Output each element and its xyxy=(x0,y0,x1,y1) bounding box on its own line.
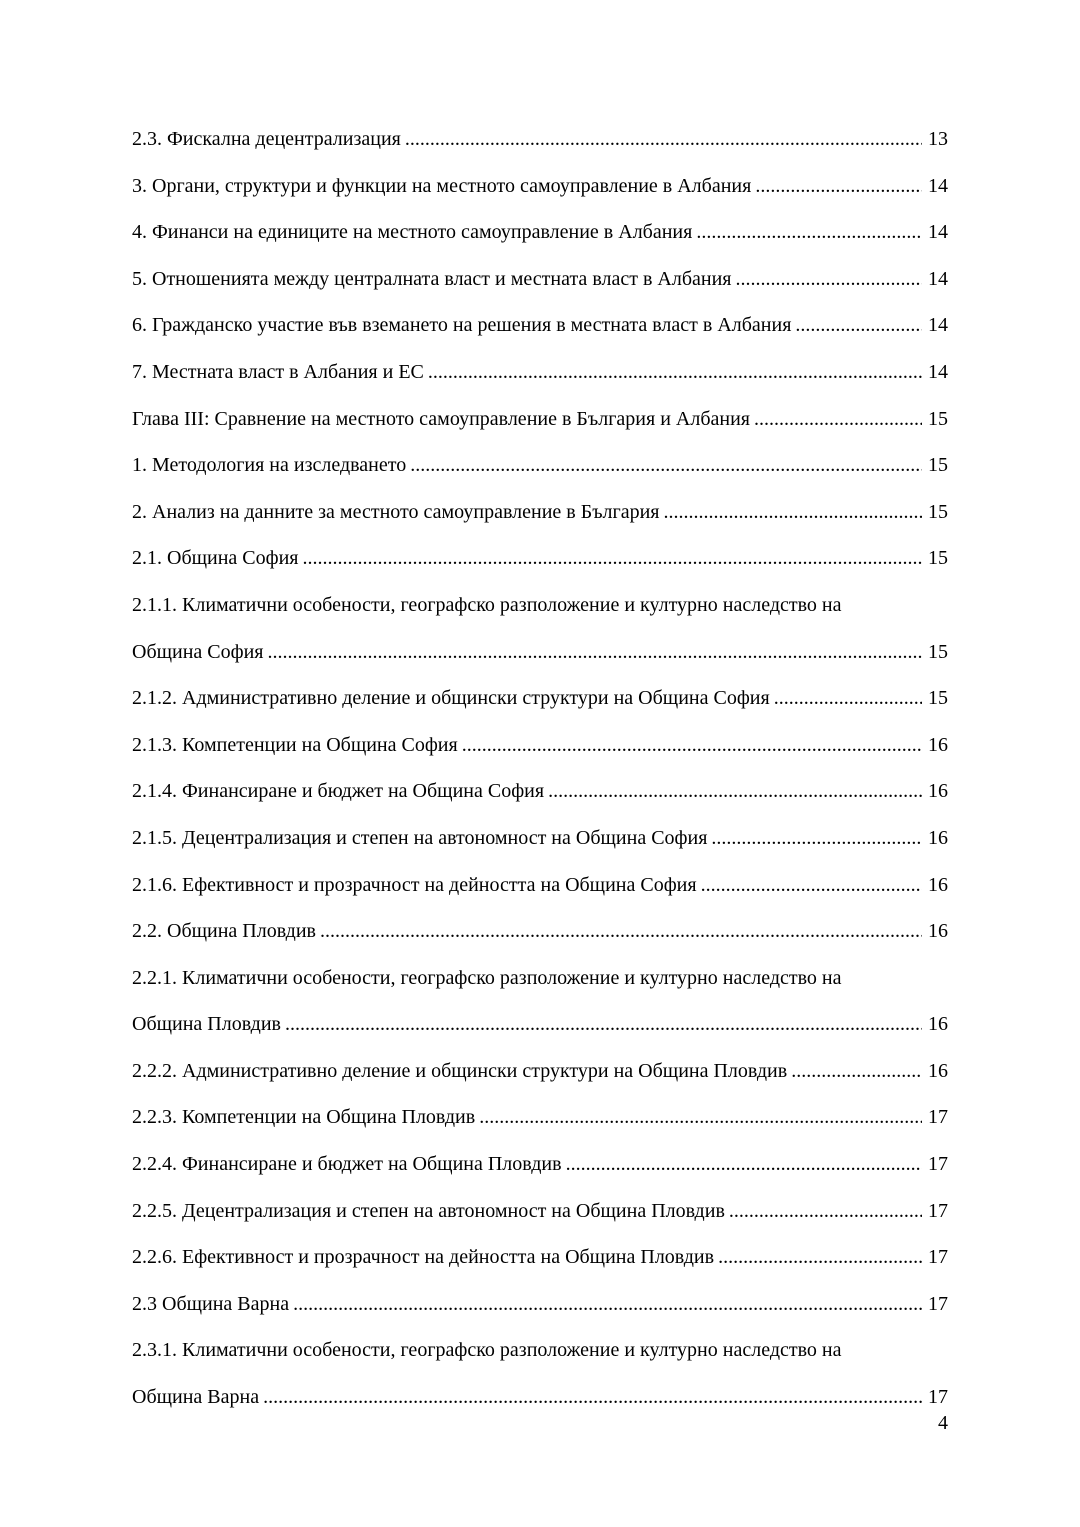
dot-leader xyxy=(303,535,922,582)
toc-entry-text: 2.1.3. Компетенции на Община София xyxy=(132,733,458,756)
toc-entry-text: 2. Анализ на данните за местното самоуправление в България xyxy=(132,500,660,523)
dot-leader xyxy=(774,675,922,722)
toc-entry-text: 2.3. Фискална децентрализация xyxy=(132,128,401,150)
toc-entry xyxy=(132,629,948,676)
toc-entry-page: 14 xyxy=(928,314,948,337)
toc-entry-text: Глава III: Сравнение на местното самоуправление в България и Албания xyxy=(132,407,750,430)
dot-leader xyxy=(428,349,922,396)
toc-entry-page: 17 xyxy=(928,1292,948,1315)
dot-leader xyxy=(718,1234,922,1281)
toc-entry-text: 2.1.4. Финансиране и бюджет на Община София xyxy=(132,780,545,803)
toc-entry-text: Община София xyxy=(132,640,264,663)
dot-leader xyxy=(479,1094,922,1141)
toc-entry xyxy=(132,256,948,303)
toc-entry-page: 16 xyxy=(928,920,948,943)
dot-leader xyxy=(268,629,922,676)
toc-entry-text: 2.1.2. Административно деление и общински структури на Община София xyxy=(132,687,770,710)
toc-entry-text: 2.1.5. Децентрализация и степен на автономност на Община София xyxy=(132,826,708,849)
toc-entry-page: 14 xyxy=(928,360,948,383)
dot-leader xyxy=(405,116,922,163)
toc-entry-page: 17 xyxy=(928,1106,948,1129)
toc-entry-page: 15 xyxy=(928,687,948,710)
toc-entry xyxy=(132,1048,948,1095)
toc-entry-text: 1. Методология на изследването xyxy=(132,454,407,477)
toc-entry-text: 2.2.4. Финансиране и бюджет на Община Пловдив xyxy=(132,1153,562,1176)
dot-leader xyxy=(263,1374,922,1421)
toc-entry-text: 2.2.2. Административно деление и общински структури на Община Пловдив xyxy=(132,1059,788,1082)
dot-leader xyxy=(711,815,922,862)
dot-leader xyxy=(462,722,922,769)
toc-entry xyxy=(132,209,948,256)
toc-entry-page: 15 xyxy=(928,640,948,663)
toc-entry-line1: 2.2.1. Климатични особености, географско разположение и културно наследство на xyxy=(132,966,842,989)
toc-entry-text: 2.1. Община София xyxy=(132,547,299,570)
toc-entry-text: 2.2.6. Ефективност и прозрачност на дейността на Община Пловдив xyxy=(132,1246,715,1269)
toc-entry-page: 17 xyxy=(928,1386,948,1409)
dot-leader xyxy=(664,489,922,536)
toc-entry-page: 16 xyxy=(928,873,948,896)
toc-entry-page: 14 xyxy=(928,174,948,197)
toc-entry-text: Община Варна xyxy=(132,1386,260,1409)
toc-entry-page: 13 xyxy=(928,128,948,150)
toc-entry xyxy=(132,1188,948,1235)
dot-leader xyxy=(754,396,922,443)
toc-entry xyxy=(132,163,948,210)
toc-entry-text: 3. Органи, структури и функции на местното самоуправление в Албания xyxy=(132,174,752,197)
toc-entry xyxy=(132,862,948,909)
toc-entry xyxy=(132,768,948,815)
toc-entry-text: 6. Гражданско участие във вземането на решения в местната власт в Албания xyxy=(132,314,792,337)
toc-entry-page: 16 xyxy=(928,780,948,803)
toc-entry-page: 16 xyxy=(928,1059,948,1082)
toc-entry-page: 14 xyxy=(928,221,948,244)
toc-entry xyxy=(132,1374,948,1421)
dot-leader xyxy=(729,1188,922,1235)
toc-entry-page: 15 xyxy=(928,500,948,523)
toc-entry-page: 17 xyxy=(928,1199,948,1222)
dot-leader xyxy=(285,1001,922,1048)
toc-entry xyxy=(132,396,948,443)
toc xyxy=(132,116,948,1421)
toc-entry-text: 2.1.6. Ефективност и прозрачност на дейността на Община София xyxy=(132,873,697,896)
toc-entry xyxy=(132,722,948,769)
toc-entry xyxy=(132,535,948,582)
toc-entry xyxy=(132,1234,948,1281)
dot-leader xyxy=(548,768,922,815)
toc-entry xyxy=(132,302,948,349)
dot-leader xyxy=(701,862,922,909)
toc-entry xyxy=(132,1281,948,1328)
toc-entry xyxy=(132,675,948,722)
toc-entry-text: 2.2.5. Децентрализация и степен на автономност на Община Пловдив xyxy=(132,1199,725,1222)
toc-entry-page: 15 xyxy=(928,454,948,477)
dot-leader xyxy=(791,1048,922,1095)
toc-entry-text: 2.2.3. Компетенции на Община Пловдив xyxy=(132,1106,476,1129)
dot-leader xyxy=(293,1281,922,1328)
toc-entry-page: 15 xyxy=(928,407,948,430)
toc-entry xyxy=(132,489,948,536)
toc-entry-text: 2.3 Община Варна xyxy=(132,1292,290,1315)
toc-entry xyxy=(132,1001,948,1048)
toc-entry-text: 7. Местната власт в Албания и ЕС xyxy=(132,360,424,383)
toc-entry-page: 16 xyxy=(928,733,948,756)
toc-entry-page: 17 xyxy=(928,1246,948,1269)
dot-leader xyxy=(566,1141,922,1188)
toc-entry-page: 16 xyxy=(928,826,948,849)
toc-entry xyxy=(132,908,948,955)
dot-leader xyxy=(410,442,922,489)
dot-leader xyxy=(320,908,922,955)
footer-page-number: 4 xyxy=(938,1412,948,1434)
toc-entry xyxy=(132,815,948,862)
toc-entry-text: 4. Финанси на единиците на местното самоуправление в Албания xyxy=(132,221,693,244)
toc-entry-line1: 2.3.1. Климатични особености, географско разположение и културно наследство на xyxy=(132,1339,842,1362)
dot-leader xyxy=(795,302,922,349)
toc-entry-text: Община Пловдив xyxy=(132,1013,281,1036)
toc-entry-page: 16 xyxy=(928,1013,948,1036)
toc-entry-line1: 2.1.1. Климатични особености, географско разположение и културно наследство на xyxy=(132,593,842,616)
toc-entry-text: 5. Отношенията между централната власт и местната власт в Албания xyxy=(132,267,732,290)
dot-leader xyxy=(696,209,922,256)
toc-entry-text: 2.2. Община Пловдив xyxy=(132,920,316,943)
toc-entry xyxy=(132,1141,948,1188)
toc-entry-page: 17 xyxy=(928,1153,948,1176)
toc-entry-page: 15 xyxy=(928,547,948,570)
toc-entry xyxy=(132,442,948,489)
toc-entry xyxy=(132,116,948,163)
dot-leader xyxy=(736,256,923,303)
toc-entry xyxy=(132,1094,948,1141)
toc-entry-page: 14 xyxy=(928,267,948,290)
dot-leader xyxy=(755,163,922,210)
toc-entry xyxy=(132,349,948,396)
